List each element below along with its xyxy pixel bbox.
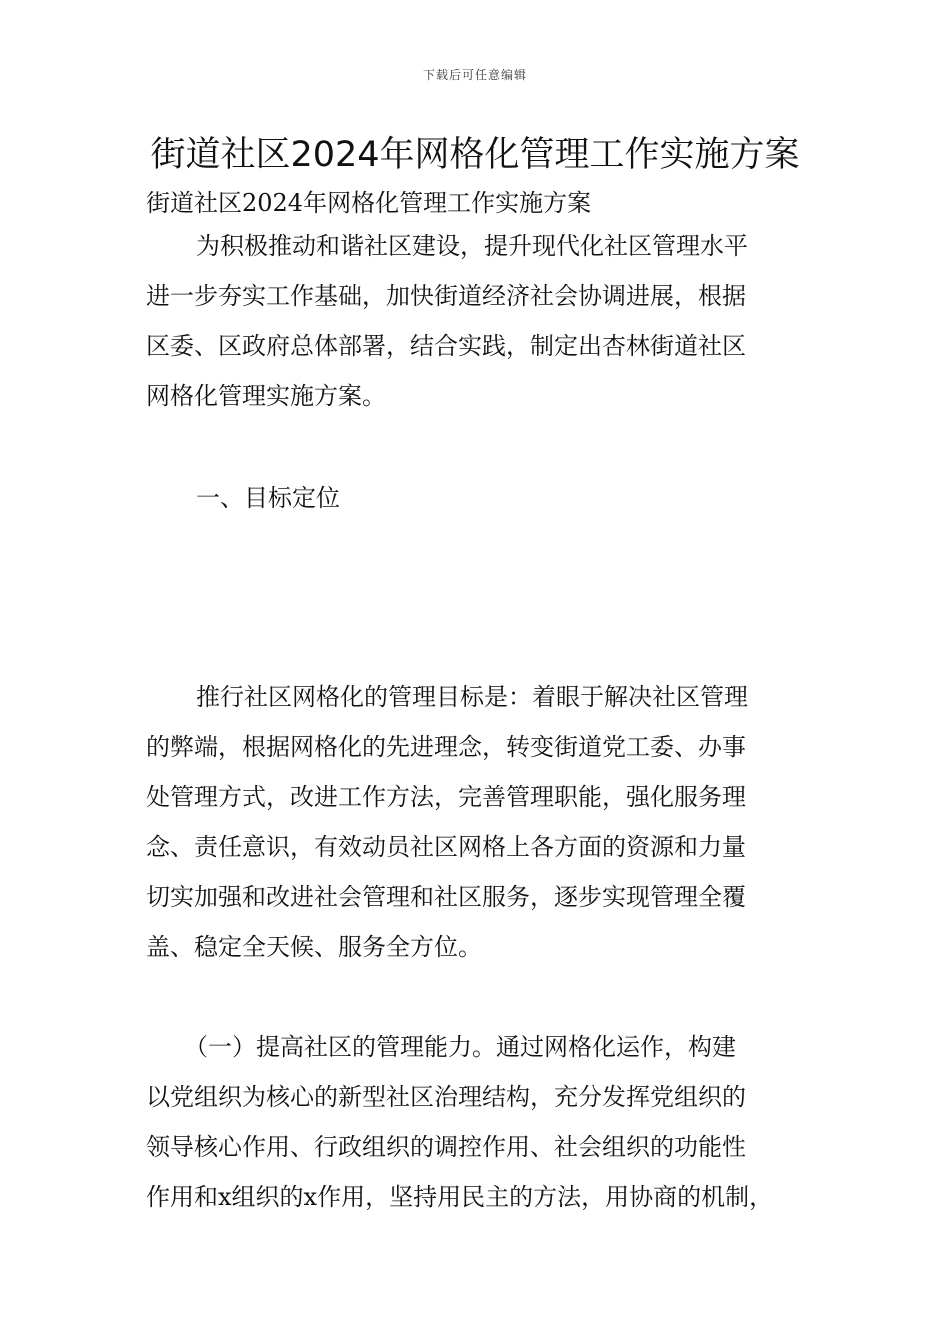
goal-line: 盖、稳定全天候、服务全方位。 — [146, 933, 482, 961]
item1-line: 领导核心作用、行政组织的调控作用、社会组织的功能性 — [146, 1133, 746, 1161]
intro-line: 区委、区政府总体部署，结合实践，制定出杏林街道社区 — [146, 332, 746, 360]
goal-line: 切实加强和改进社会管理和社区服务，逐步实现管理全覆 — [146, 883, 746, 911]
intro-line: 网格化管理实施方案。 — [146, 382, 386, 410]
item1-line: （一）提高社区的管理能力。通过网格化运作，构建 — [184, 1033, 736, 1061]
item1-line: 以党组织为核心的新型社区治理结构，充分发挥党组织的 — [146, 1083, 746, 1111]
goal-line: 推行社区网格化的管理目标是：着眼于解决社区管理 — [196, 683, 748, 711]
item1-paragraph — [146, 1022, 808, 1222]
intro-paragraph — [146, 221, 808, 421]
intro-line: 进一步夯实工作基础，加快街道经济社会协调进展，根据 — [146, 282, 746, 310]
goal-line: 处管理方式，改进工作方法，完善管理职能，强化服务理 — [146, 783, 746, 811]
intro-line: 为积极推动和谐社区建设，提升现代化社区管理水平 — [196, 232, 748, 260]
goal-line: 念、责任意识，有效动员社区网格上各方面的资源和力量 — [146, 833, 746, 861]
goal-line: 的弊端，根据网格化的先进理念，转变街道党工委、办事 — [146, 733, 746, 761]
document-subtitle: 街道社区2024年网格化管理工作实施方案 — [146, 189, 592, 217]
header-note: 下载后可任意编辑 — [422, 68, 527, 82]
document-title: 街道社区2024年网格化管理工作实施方案 — [150, 135, 800, 175]
section-heading-goal: 一、目标定位 — [196, 484, 340, 512]
item1-line: 作用和x组织的x作用，坚持用民主的方法，用协商的机制， — [146, 1183, 774, 1211]
goal-paragraph — [146, 672, 808, 972]
